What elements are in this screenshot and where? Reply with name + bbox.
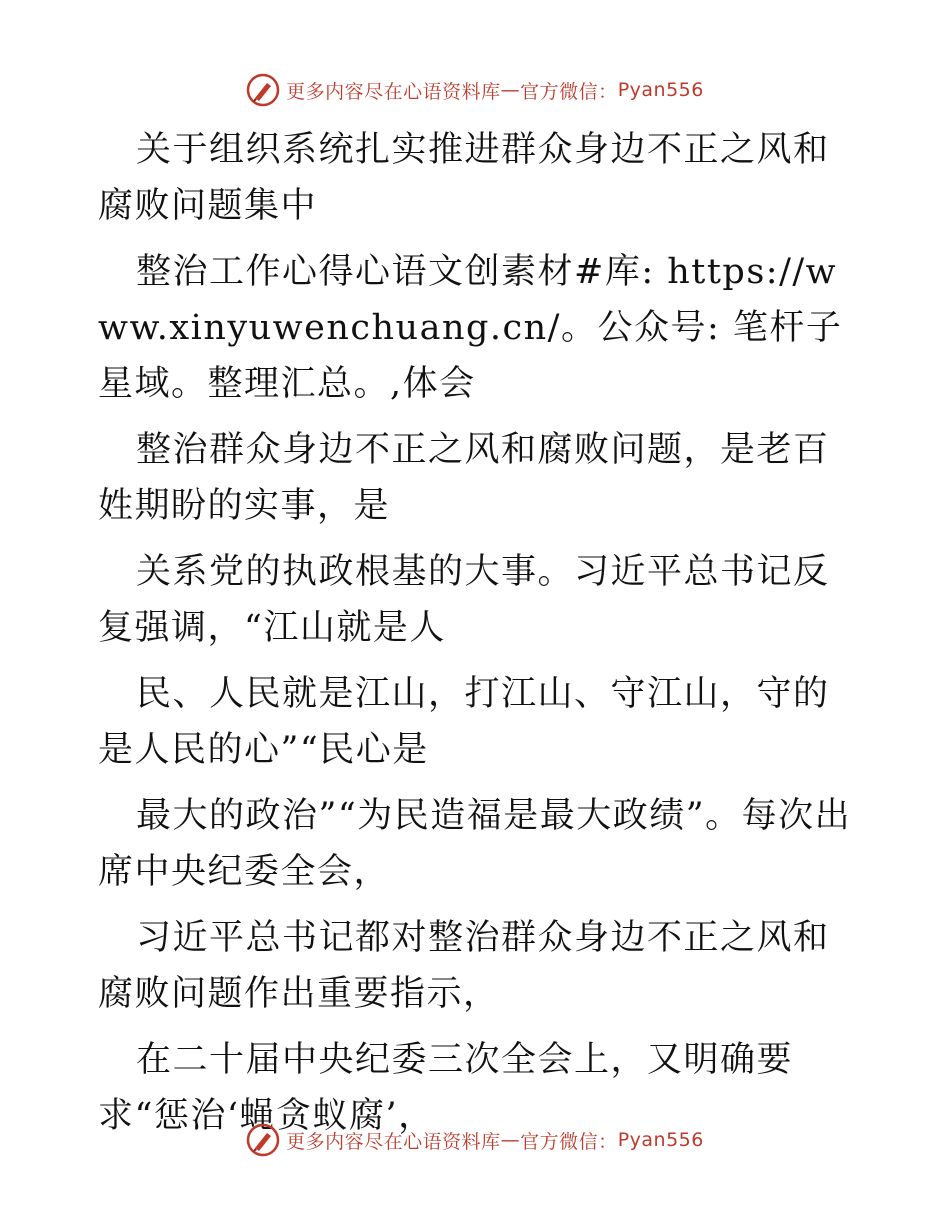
paragraph-4: 关系党的执政根基的大事。习近平总书记反复强调，“江山就是人 <box>98 552 830 648</box>
paragraph-7: 习近平总书记都对整治群众身边不正之风和腐败问题作出重要指示， <box>98 918 830 1014</box>
banner-site-text: 更多内容尽在心语资料库 <box>286 1130 501 1153</box>
paragraph-2: 整治工作心得心语文创素材#库: https://www.xinyuwenchuang.cn/。公众号: 笔杆子星域。整理汇总。,体会 <box>98 252 843 404</box>
paragraph-3: 整治群众身边不正之风和腐败问题，是老百姓期盼的实事，是 <box>98 430 830 526</box>
pen-logo-icon <box>246 1123 280 1157</box>
paragraph-5: 民、人民就是江山，打江山、守江山，守的是人民的心”“民心是 <box>98 674 830 770</box>
paragraph-1: 关于组织系统扎实推进群众身边不正之风和腐败问题集中 <box>98 130 830 226</box>
footer-watermark-banner <box>0 1120 950 1160</box>
banner-separator: — <box>500 79 521 101</box>
header-watermark-banner <box>0 70 950 110</box>
pen-logo-icon <box>246 73 280 107</box>
banner-separator: — <box>500 1129 521 1151</box>
banner-wechat-id: Pyan556 <box>617 1129 704 1151</box>
document-body <box>98 122 858 1144</box>
banner-wechat-label: 官方微信： <box>520 1130 618 1153</box>
banner-wechat-label: 官方微信： <box>520 80 618 103</box>
banner-wechat-id: Pyan556 <box>617 79 704 101</box>
banner-site-text: 更多内容尽在心语资料库 <box>286 80 501 103</box>
paragraph-8: 在二十届中央纪委三次全会上，又明确要求“惩治‘蝇贪蚁腐’， <box>98 1040 794 1136</box>
paragraph-6: 最大的政治”“为民造福是最大政绩”。每次出席中央纪委全会， <box>98 796 852 892</box>
